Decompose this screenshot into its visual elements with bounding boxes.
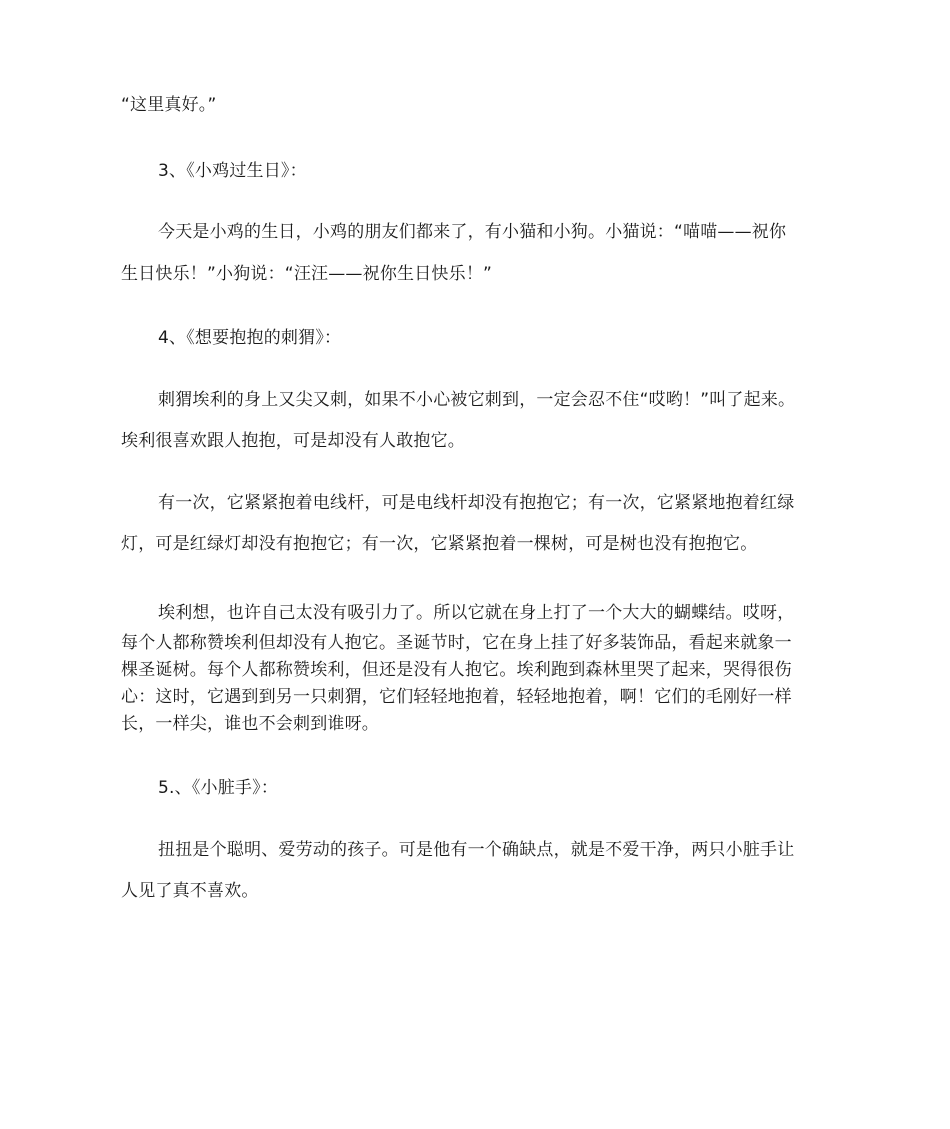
story-heading: 3、《小鸡过生日》： xyxy=(158,161,307,181)
paragraph-line: 今天是小鸡的生日，小鸡的朋友们都来了，有小猫和小狗。小猫说：“喵喵——祝你 xyxy=(158,222,787,242)
paragraph-line: 扭扭是个聪明、爱劳动的孩子。可是他有一个确缺点，就是不爱干净，两只小脏手让 xyxy=(158,840,795,860)
paragraph-line: 刺猬埃利的身上又尖又刺，如果不小心被它刺到，一定会忍不住“哎哟！”叫了起来。 xyxy=(158,390,796,410)
paragraph-line: 埃利想，也许自己太没有吸引力了。所以它就在身上打了一个大大的蝴蝶结。哎呀， xyxy=(158,603,795,623)
paragraph-line: “这里真好。” xyxy=(121,95,217,115)
paragraph-line: 有一次，它紧紧抱着电线杆，可是电线杆却没有抱抱它；有一次，它紧紧地抱着红绿 xyxy=(158,493,795,513)
paragraph-line: 心：这时，它遇到到另一只刺猬，它们轻轻地抱着，轻轻地抱着，啊！它们的毛刚好一样 xyxy=(121,687,792,707)
paragraph-line: 棵圣诞树。每个人都称赞埃利，但还是没有人抱它。埃利跑到森林里哭了起来，哭得很伤 xyxy=(121,660,792,680)
story-heading: 4、《想要抱抱的刺猬》： xyxy=(158,328,342,348)
paragraph-line: 人见了真不喜欢。 xyxy=(121,881,259,901)
story-heading: 5.、《小脏手》： xyxy=(158,778,279,798)
paragraph-line: 灯，可是红绿灯却没有抱抱它；有一次，它紧紧抱着一棵树，可是树也没有抱抱它。 xyxy=(121,534,758,554)
paragraph-line: 每个人都称赞埃利但却没有人抱它。圣诞节时，它在身上挂了好多装饰品，看起来就象一 xyxy=(121,633,792,653)
paragraph-line: 生日快乐！”小狗说：“汪汪——祝你生日快乐！” xyxy=(121,264,493,284)
paragraph-line: 埃利很喜欢跟人抱抱，可是却没有人敢抱它。 xyxy=(121,431,465,451)
paragraph-line: 长，一样尖，谁也不会刺到谁呀。 xyxy=(121,714,379,734)
